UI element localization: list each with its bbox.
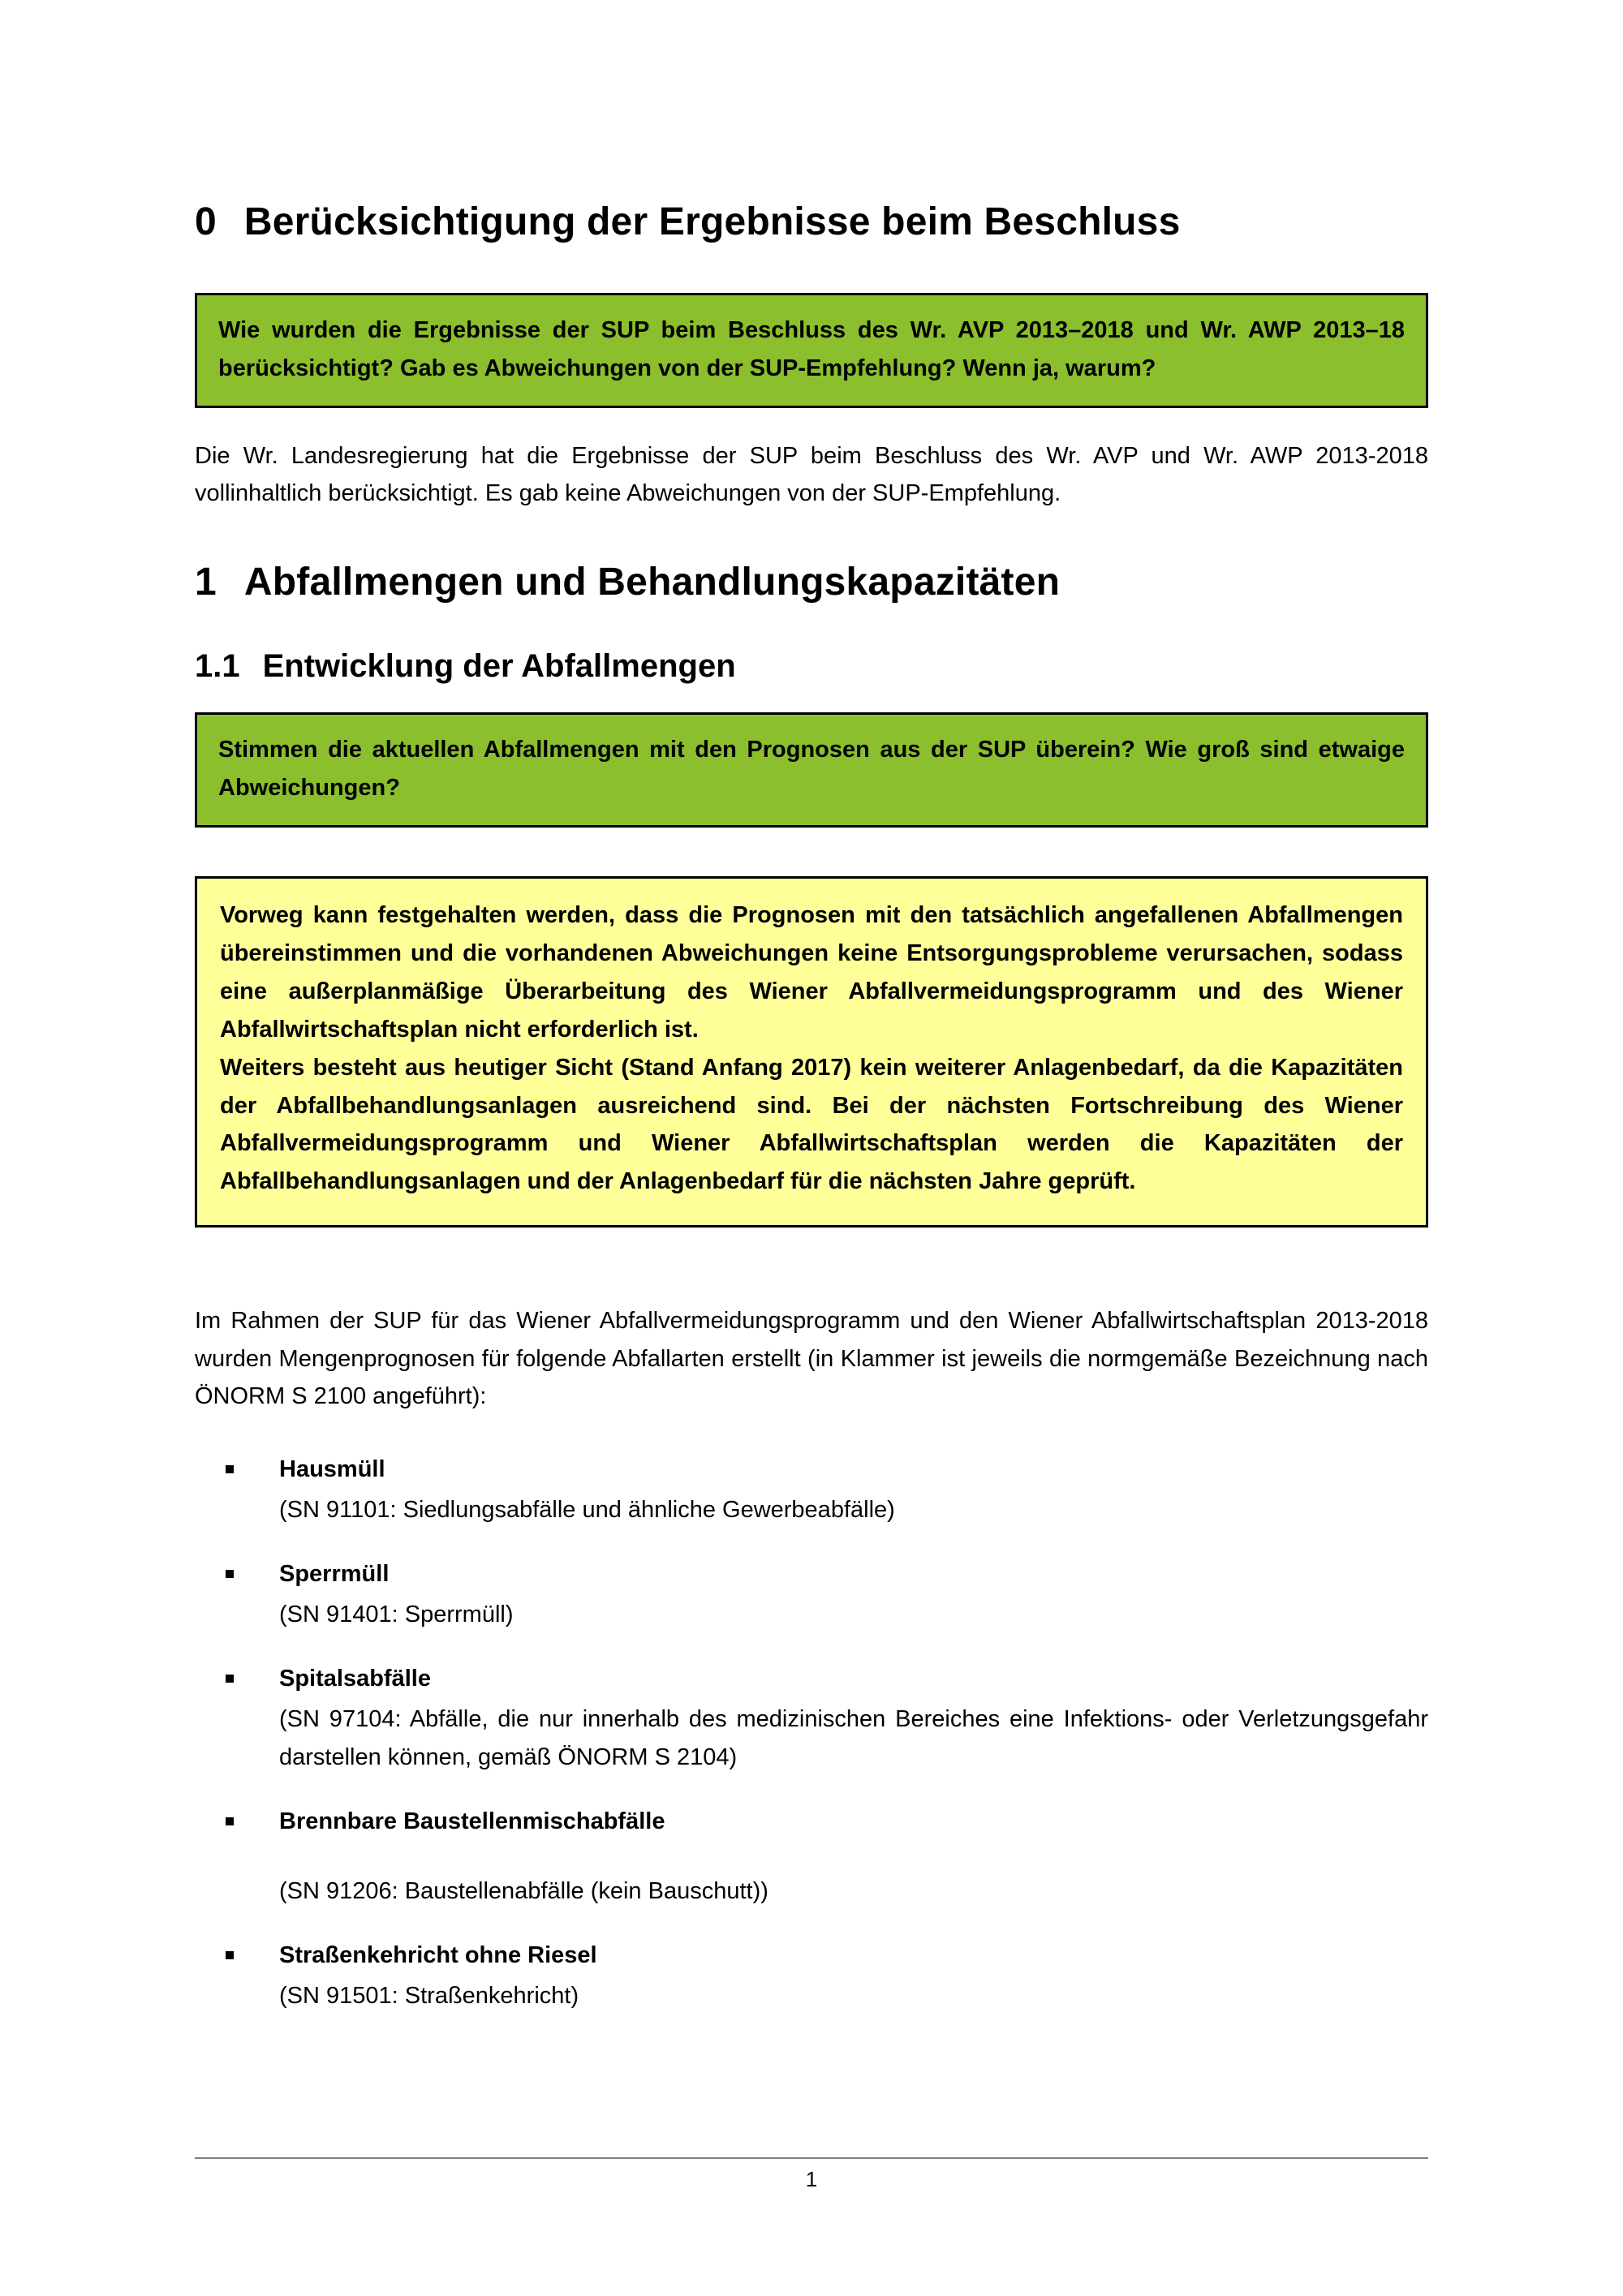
question-box-1-text: Wie wurden die Ergebnisse der SUP beim Beschluss des Wr. AVP 2013–2018 und Wr. AWP 2013–18 berücksichtigt? Gab es Abweichungen von der SUP-Empfehlung? Wenn ja, warum?: [218, 317, 1405, 381]
heading-text: Entwicklung der Abfallmengen: [262, 647, 736, 684]
list-item-body: [279, 1804, 1428, 1910]
bullet-term: Spitalsabfälle: [279, 1666, 431, 1692]
bullet-desc: (SN 91501: Straßenkehricht): [279, 1983, 579, 2010]
section-heading-1: [195, 560, 1428, 604]
bullet-desc: (SN 91101: Siedlungsabfälle und ähnliche Gewerbeabfälle): [279, 1496, 895, 1523]
heading-number: 1.1: [195, 647, 240, 684]
bullet-square-icon: [226, 1817, 234, 1825]
page-number: 1: [805, 2167, 818, 2191]
bullet-term: Sperrmüll: [279, 1560, 390, 1587]
list-item-body: [279, 1451, 1428, 1529]
page-title: [195, 200, 1428, 244]
bullet-desc: (SN 91206: Baustellenabfälle (kein Bauschutt)): [279, 1877, 768, 1904]
bullet-square-icon: [226, 1465, 234, 1473]
question-box-2: [195, 712, 1428, 828]
list-item: [195, 1556, 1428, 1633]
question-box-1: [195, 293, 1428, 408]
heading-number: 0: [195, 200, 217, 243]
bullet-square-icon: [226, 1570, 234, 1578]
list-item-body: [279, 1661, 1428, 1776]
answer-paragraph: Die Wr. Landesregierung hat die Ergebnisse der SUP beim Beschluss des Wr. AVP und Wr. AWP 2013-2018 vollinhaltlich berücksichtigt. Es gab keine Abweichungen von der SUP-Empfehlung.: [195, 442, 1428, 507]
list-item: [195, 1937, 1428, 2014]
page-footer: [195, 2157, 1428, 2192]
bullet-desc: (SN 97104: Abfälle, die nur innerhalb des medizinischen Bereiches eine Infektions- oder Verletzungsgefahr darstellen können, gemäß ÖNORM S 2104): [279, 1706, 1428, 1770]
bullet-square-icon: [226, 1951, 234, 1959]
heading-number: 1: [195, 560, 217, 604]
bullet-desc: (SN 91401: Sperrmüll): [279, 1601, 514, 1627]
list-item-body: [279, 1556, 1428, 1633]
heading-text: Abfallmengen und Behandlungskapazitäten: [243, 560, 1061, 604]
heading-text: Berücksichtigung der Ergebnisse beim Beschluss: [243, 200, 1181, 243]
question-box-2-text: Stimmen die aktuellen Abfallmengen mit den Prognosen aus der SUP überein? Wie groß sind etwaige Abweichungen?: [218, 736, 1405, 801]
highlight-paragraph-2: Weiters besteht aus heutiger Sicht (Stand Anfang 2017) kein weiterer Anlagenbedarf, da die Kapazitäten der Abfallbehandlungsanlagen ausreichend sind. Bei der nächsten Fortschreibung des Wiener Abfallvermeidungsprogramm und Wiener Abfallwirtschaftsplan werden die Kapazitäten der Abfallbehandlungsanlagen und der Anlagenbedarf für die nächsten Jahre geprüft.: [220, 1054, 1403, 1195]
subsection-heading-1-1: [195, 648, 1428, 685]
bullet-term: Brennbare Baustellenmischabfälle: [279, 1808, 665, 1834]
highlight-box: [195, 876, 1428, 1228]
highlight-paragraph-1: Vorweg kann festgehalten werden, dass die Prognosen mit den tatsächlich angefallenen Abfallmengen übereinstimmen und die vorhandenen Abweichungen keine Entsorgungsprobleme verursachen, sodass eine außerplanmäßige Überarbeitung des Wiener Abfallvermeidungsprogramm und des Wiener Abfallwirtschaftsplan nicht erforderlich ist.: [220, 901, 1403, 1043]
bullet-term: Hausmüll: [279, 1455, 385, 1482]
list-item-body: [279, 1937, 1428, 2014]
bullet-term: Straßenkehricht ohne Riesel: [279, 1942, 597, 1969]
list-item: [195, 1451, 1428, 1529]
intro-paragraph: Im Rahmen der SUP für das Wiener Abfallvermeidungsprogramm und den Wiener Abfallwirtschaftsplan 2013-2018 wurden Mengenprognosen für folgende Abfallarten erstellt (in Klammer ist jeweils die normgemäße Bezeichnung nach ÖNORM S 2100 angeführt):: [195, 1308, 1428, 1410]
list-item: [195, 1804, 1428, 1910]
list-item: [195, 1661, 1428, 1776]
bullet-square-icon: [226, 1675, 234, 1683]
waste-type-list: [195, 1451, 1428, 2015]
